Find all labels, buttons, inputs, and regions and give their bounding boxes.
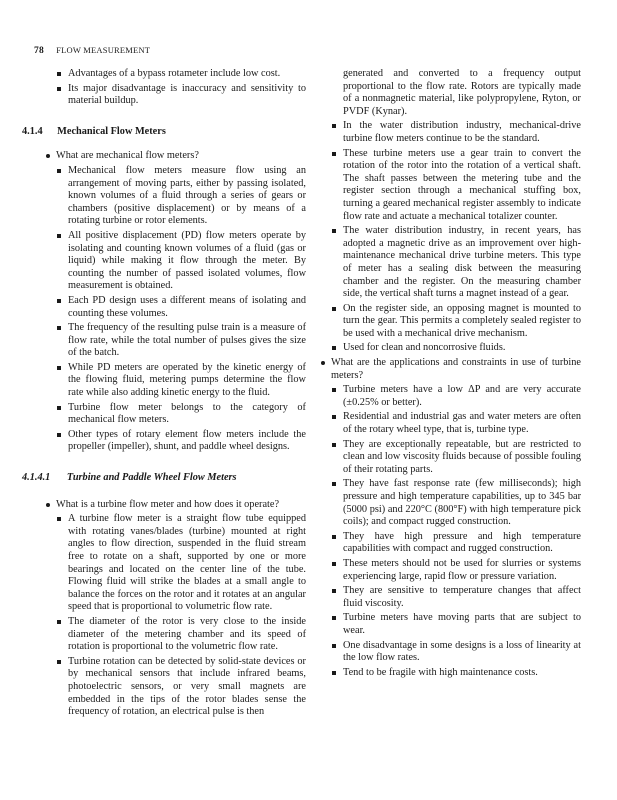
bullet-item: They have fast response rate (few milliseconds); high pressure and high temperature capabilities, up to 345 bar (5000 psi) and 220°C (800°F) with high temperature pick coils); and compact rugged construction. [331,478,581,528]
right-column [331,68,581,681]
bullet-item: On the register side, an opposing magnet is mounted to turn the gear. This permits a completely sealed register to be used with a mechanical drive mechanism. [331,303,581,341]
bullet-item: The frequency of the resulting pulse train is a measure of flow rate, while the total number of pulses gives the size of the batch. [56,322,306,360]
question-item: What are mechanical flow meters? [44,150,306,163]
subsection-number: 4.1.4.1 [22,472,51,484]
question-item: What is a turbine flow meter and how does it operate? [44,499,306,512]
bullet-item: Turbine flow meter belongs to the category of mechanical flow meters. [56,402,306,427]
bullet-item: They are exceptionally repeatable, but are restricted to clean and low viscosity fluids because of possible fouling of their rotating parts. [331,439,581,477]
bullet-item: One disadvantage in some designs is a loss of linearity at the low flow rates. [331,640,581,665]
bullet-item: While PD meters are operated by the kinetic energy of the flowing fluid, metering pumps determine the flow rate while also adding kinetic energy to the fluid. [56,362,306,400]
bullet-item: They have high pressure and high temperature capabilities with compact and rugged construction. [331,531,581,556]
section-title: Mechanical Flow Meters [57,125,166,137]
subsection-title: Turbine and Paddle Wheel Flow Meters [66,472,237,484]
bullet-item: In the water distribution industry, mechanical-drive turbine flow meters continue to be the standard. [331,120,581,145]
bullet-item: The water distribution industry, in recent years, has adopted a magnetic drive as an improvement over high-maintenance mechanical drive turbine meters. This type of meter has a sealing disk between the measuring chamber and the register. On the measuring chamber side, the vertical shaft turns a magnet instead of a gear. [331,225,581,301]
running-header [34,45,150,56]
bullet-item: They are sensitive to temperature changes that affect fluid viscosity. [331,585,581,610]
bullet-item: Advantages of a bypass rotameter include low cost. [56,68,306,81]
bullet-item: Other types of rotary element flow meters include the propeller (impeller), shunt, and paddle wheel designs. [56,429,306,454]
section-number: 4.1.4 [22,125,43,137]
bullet-item: These turbine meters use a gear train to convert the rotation of the rotor into the rotation of a vertical shaft. The shaft passes between the metering tube and the register section through a mechanical stuffing box, turning a geared mechanical register assembly to indicate flow rate and actuate a mechanical totalizer counter. [331,148,581,224]
bullet-item: Each PD design uses a different means of isolating and counting these volumes. [56,295,306,320]
bullet-item: Mechanical flow meters measure flow using an arrangement of moving parts, either by passing isolated, known volumes of a fluid through a series of gears or chambers (positive displacement) or by means of a rotating turbine or rotor elements. [56,165,306,228]
bullet-item: Tend to be fragile with high maintenance costs. [331,667,581,680]
bullet-item: Used for clean and noncorrosive fluids. [331,342,581,355]
bullet-item: Its major disadvantage is inaccuracy and sensitivity to material buildup. [56,83,306,108]
bullet-item: Turbine meters have a low ΔP and are very accurate (±0.25% or better). [331,384,581,409]
bullet-item: These meters should not be used for slurries or systems experiencing large, rapid flow or pressure variation. [331,558,581,583]
section-heading [22,126,306,139]
running-title: FLOW MEASUREMENT [56,45,151,55]
bullet-item: A turbine flow meter is a straight flow tube equipped with rotating vanes/blades (turbine) mounted at right angles to flow direction, suspended in the fluid stream free to rotate on a shaft, supported by one or more bearings and located on the center line of the tube. Flowing fluid will strike the blades at a small angle to balance the forces on the rotor and it rotates at an angular speed that is proportional to volumetric flow rate. [56,513,306,614]
bullet-item: The diameter of the rotor is very close to the inside diameter of the metering chamber and its speed of rotation is proportional to the volumetric flow rate. [56,616,306,654]
bullet-item: Turbine meters have moving parts that are subject to wear. [331,612,581,637]
question-item: What are the applications and constraints in use of turbine meters? [319,357,581,382]
bullet-item: All positive displacement (PD) flow meters operate by isolating and counting known volumes of a fluid (gas or liquid) while making it flow through the meter. By counting the number of passed isolated volumes, flow measurement is obtained. [56,230,306,293]
page-number: 78 [34,46,44,56]
continued-paragraph: generated and converted to a frequency output proportional to the flow rate. Rotors are typically made of a nonmagnetic material, like polypropylene, Ryton, or PVDF (Kynar). [343,68,581,117]
subsection-heading [22,472,306,485]
bullet-item: Turbine rotation can be detected by solid-state devices or by mechanical sensors that include infrared beams, photoelectric sensors, or very small magnets are embedded in the tips of the rotor blades sense the frequency of rotation, an electrical pulse is then [56,656,306,719]
left-column [22,68,306,721]
bullet-item: Residential and industrial gas and water meters are often of the rotary wheel type, that is, turbine type. [331,411,581,436]
